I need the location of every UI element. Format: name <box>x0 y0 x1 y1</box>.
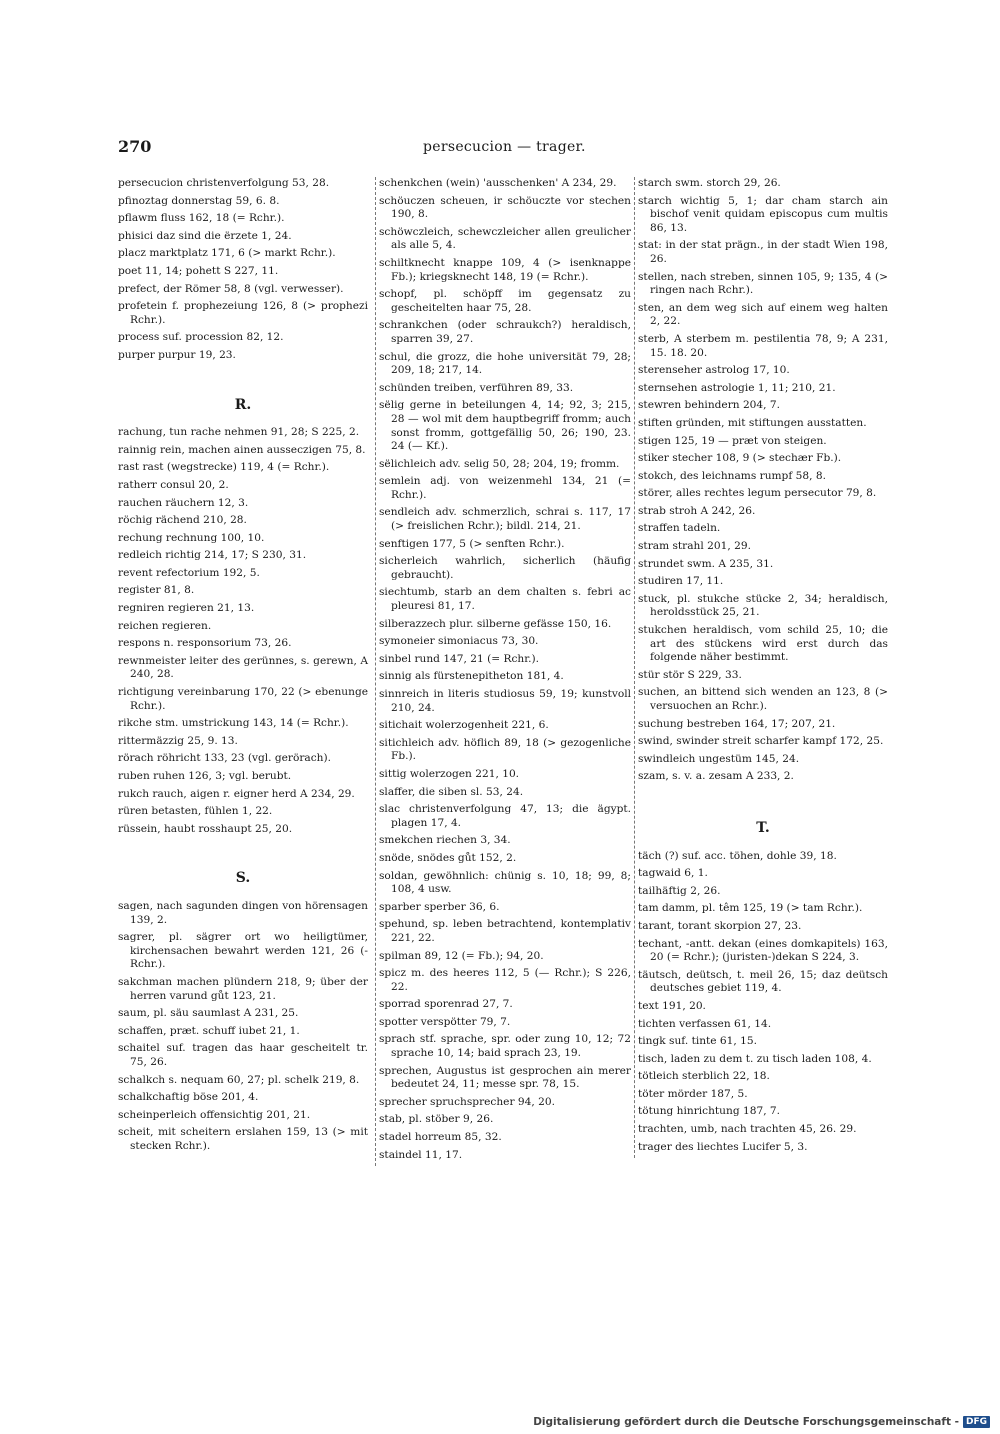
page-number: 270 <box>118 137 152 156</box>
dictionary-entry: stewren behindern 204, 7. <box>638 399 781 412</box>
dictionary-entry: sëlig gerne in beteilungen 4, 14; 92, 3; 215, 28 — wol mit dem hauptbegriff fromm; auch sonst fromm, gottgefällig 50, 26; 190, 23. 24 (— Kf.). <box>379 399 631 453</box>
dictionary-entry: tichten verfassen 61, 14. <box>638 1017 772 1030</box>
dictionary-entry: töter mörder 187, 5. <box>638 1087 748 1100</box>
dictionary-entry: stuck, pl. stukche stücke 2, 34; heraldisch, heroldsstück 25, 21. <box>638 592 888 619</box>
dictionary-entry: tailhäftig 2, 26. <box>638 884 721 897</box>
dictionary-entry: tötleich sterblich 22, 18. <box>638 1070 770 1083</box>
dictionary-entry: profetein f. prophezeiung 126, 8 (> prophezi Rchr.). <box>118 300 368 326</box>
dictionary-entry: pflawm fluss 162, 18 (= Rchr.). <box>118 212 285 225</box>
dictionary-entry: spehund, sp. leben betrachtend, kontemplativ 221, 22. <box>379 918 631 944</box>
dictionary-entry: soldan, gewöhnlich: chünig s. 10, 18; 99, 8; 108, 4 usw. <box>379 869 631 896</box>
dictionary-entry: stadel horreum 85, 32. <box>379 1131 502 1144</box>
dictionary-entry: strundet swm. A 235, 31. <box>638 557 774 570</box>
dictionary-entry: stigen 125, 19 — præt von steigen. <box>638 434 827 447</box>
dictionary-entry: starch swm. storch 29, 26. <box>638 177 781 189</box>
dictionary-entry: schöwczleich, schewczleicher allen greulicher als alle 5, 4. <box>379 225 631 252</box>
dictionary-entry: register 81, 8. <box>118 584 195 597</box>
dictionary-entry: sendleich adv. schmerzlich, schrai s. 117, 17 (> freislichen Rchr.); bildl. 214, 21. <box>379 506 631 533</box>
dictionary-entry: stokch, des leichnams rumpf 58, 8. <box>638 469 826 482</box>
dictionary-entry: sitichait wolerzogenheit 221, 6. <box>379 719 549 732</box>
dictionary-entry: tötung hinrichtung 187, 7. <box>638 1105 781 1118</box>
dictionary-entry: symoneier simoniacus 73, 30. <box>379 635 539 648</box>
dictionary-entry: sternsehen astrologie 1, 11; 210, 21. <box>638 381 836 394</box>
column-3 <box>634 177 888 1158</box>
dictionary-entry: schiltknecht knappe 109, 4 (> isenknappe Fb.); kriegsknecht 148, 19 (= Rchr.). <box>379 256 631 283</box>
dictionary-entry: szam, s. v. a. zesam A 233, 2. <box>638 770 794 783</box>
dictionary-entry: phisici daz sind die ërzete 1, 24. <box>118 229 292 242</box>
dictionary-entry: stab, pl. stöber 9, 26. <box>379 1113 494 1126</box>
dictionary-entry: rauchen räuchern 12, 3. <box>118 496 249 509</box>
dictionary-entry: tagwaid 6, 1. <box>638 867 708 880</box>
dictionary-entry: sagrer, pl. sägrer ort wo heiligtümer, kirchensachen bewahrt werden 121, 26 (-Rchr.). <box>118 931 368 971</box>
dictionary-entry: sterb, A sterbem m. pestilentia 78, 9; A 231, 15. 18. 20. <box>638 332 888 359</box>
dictionary-entry: schopf, pl. schöpff im gegensatz zu gescheitelten haar 75, 28. <box>379 288 631 314</box>
dictionary-entry: störer, alles rechtes legum persecutor 79, 8. <box>638 487 877 500</box>
dictionary-entry: persecucion christenverfolgung 53, 28. <box>118 177 330 189</box>
dictionary-entry: techant, -antt. dekan (eines domkapitels) 163, 20 (= Rchr.); (juristen-)dekan S 224, 3. <box>638 937 888 964</box>
dictionary-entry: reichen regieren. <box>118 619 212 632</box>
dictionary-entry: slac christenverfolgung 47, 13; die ägypt. plagen 17, 4. <box>379 803 631 829</box>
dictionary-entry: tingk suf. tinte 61, 15. <box>638 1035 757 1048</box>
dictionary-entry: schöuczen scheuen, ir schöuczte vor stechen 190, 8. <box>379 194 631 221</box>
dictionary-entry: studiren 17, 11. <box>638 575 724 588</box>
dictionary-entry: rüren betasten, fühlen 1, 22. <box>118 805 273 818</box>
dictionary-entry: sparber sperber 36, 6. <box>379 900 500 913</box>
dictionary-entry: sakchman machen plündern 218, 9; über der herren varund gůt 123, 21. <box>118 975 368 1002</box>
dictionary-entry: ratherr consul 20, 2. <box>118 478 229 491</box>
dictionary-entry: rachung, tun rache nehmen 91, 28; S 225, 2. <box>118 426 360 439</box>
dictionary-entry: sinnig als fürstenepitheton 181, 4. <box>379 670 564 683</box>
footer-text: Digitalisierung gefördert durch die Deutsche Forschungsgemeinschaft - <box>533 1416 959 1428</box>
dictionary-entry: stür stör S 229, 33. <box>638 668 742 681</box>
dictionary-entry: schrankchen (oder schraukch?) heraldisch, sparren 39, 27. <box>379 319 631 345</box>
dictionary-entry: scheinperleich offensichtig 201, 21. <box>118 1108 311 1121</box>
section-heading: R. <box>234 396 252 413</box>
page-header <box>118 137 878 161</box>
dictionary-entry: snöde, snödes gůt 152, 2. <box>379 851 517 864</box>
dictionary-entry: regniren regieren 21, 13. <box>118 602 255 615</box>
dictionary-entry: starch wichtig 5, 1; dar cham starch ain bischof venit quidam episcopus cum multis 86, 13. <box>638 194 888 234</box>
dictionary-entry: schalkch s. nequam 60, 27; pl. schelk 219, 8. <box>118 1073 360 1086</box>
dictionary-entry: stram strahl 201, 29. <box>638 540 751 553</box>
dictionary-entry: sten, an dem weg sich auf einem weg halten 2, 22. <box>638 301 888 328</box>
dictionary-entry: rast rast (wegstrecke) 119, 4 (= Rchr.). <box>118 461 330 474</box>
dictionary-entry: sagen, nach sagunden dingen von hörensagen 139, 2. <box>118 899 368 926</box>
dictionary-entry: stiker stecher 108, 9 (> stechær Fb.). <box>638 452 842 465</box>
dictionary-entry: spicz m. des heeres 112, 5 (— Rchr.); S 226, 22. <box>379 967 631 993</box>
dictionary-entry: scheit, mit scheitern erslahen 159, 13 (> mit stecken Rchr.). <box>118 1126 368 1152</box>
dictionary-entry: sicherleich wahrlich, sicherlich (häufig gebraucht). <box>379 555 631 581</box>
dictionary-entry: ruben ruhen 126, 3; vgl. berubt. <box>118 770 292 782</box>
dictionary-entry: trager des liechtes Lucifer 5, 3. <box>638 1140 808 1153</box>
dictionary-entry: sprach stf. sprache, spr. oder zung 10, 12; 72 sprache 10, 14; baid sprach 23, 19. <box>379 1033 631 1060</box>
dictionary-entry: stiften gründen, mit stiftungen ausstatten. <box>638 416 867 429</box>
dictionary-entry: rukch rauch, aigen r. eigner herd A 234, 29. <box>118 787 355 800</box>
dictionary-entry: rewnmeister leiter des gerünnes, s. gerewn, A 240, 28. <box>118 654 368 681</box>
dictionary-entry: revent refectorium 192, 5. <box>118 566 260 579</box>
dictionary-entry: tarant, torant skorpion 27, 23. <box>638 919 802 932</box>
dictionary-entry: täutsch, deütsch, t. meil 26, 15; daz deütsch deutsches gebiet 119, 4. <box>638 968 888 995</box>
column-2 <box>375 177 631 1166</box>
dictionary-entry: richtigung vereinbarung 170, 22 (> ebenunge Rchr.). <box>118 686 368 712</box>
dictionary-entry: semlein adj. von weizenmehl 134, 21 (= Rchr.). <box>379 475 631 501</box>
dictionary-entry: tam damm, pl. têm 125, 19 (> tam Rchr.). <box>638 902 863 915</box>
dictionary-entry: schalkchaftig böse 201, 4. <box>118 1091 259 1104</box>
dictionary-entry: rikche stm. umstrickung 143, 14 (= Rchr.). <box>118 717 349 730</box>
dictionary-entry: täch (?) suf. acc. töhen, dohle 39, 18. <box>638 849 837 862</box>
column-1 <box>118 177 368 1157</box>
dictionary-entry: respons n. responsorium 73, 26. <box>118 637 292 650</box>
dictionary-entry: sinnreich in literis studiosus 59, 19; kunstvoll 210, 24. <box>379 688 631 714</box>
dfg-logo: DFG <box>963 1416 990 1428</box>
dictionary-entry: sinbel rund 147, 21 (= Rchr.). <box>379 652 539 665</box>
dictionary-entry: röchig rächend 210, 28. <box>118 514 247 527</box>
dictionary-entry: stat: in der stat prägn., in der stadt Wien 198, 26. <box>638 239 888 265</box>
dictionary-entry: schaffen, præt. schuff iubet 21, 1. <box>118 1024 300 1037</box>
dictionary-entry: rüssein, haubt rosshaupt 25, 20. <box>118 822 293 835</box>
dictionary-entry: straffen tadeln. <box>638 522 721 535</box>
running-head: persecucion — trager. <box>423 139 586 155</box>
dictionary-entry: trachten, umb, nach trachten 45, 26. 29. <box>638 1123 857 1136</box>
dictionary-entry: purper purpur 19, 23. <box>118 348 236 361</box>
dictionary-entry: spilman 89, 12 (= Fb.); 94, 20. <box>379 949 544 962</box>
dictionary-entry: tisch, laden zu dem t. zu tisch laden 108, 4. <box>638 1052 872 1065</box>
dictionary-entry: sittig wolerzogen 221, 10. <box>379 767 520 780</box>
dictionary-entry: prefect, der Römer 58, 8 (vgl. verwesser). <box>118 282 344 295</box>
dictionary-entry: sterenseher astrolog 17, 10. <box>638 364 790 377</box>
dictionary-entry: spotter verspötter 79, 7. <box>379 1015 511 1028</box>
dictionary-entry: sporrad sporenrad 27, 7. <box>379 998 513 1011</box>
dictionary-entry: poet 11, 14; pohett S 227, 11. <box>118 264 279 277</box>
dictionary-entry: staindel 11, 17. <box>379 1148 463 1161</box>
dictionary-entry: rechung rechnung 100, 10. <box>118 531 265 544</box>
dictionary-entry: redleich richtig 214, 17; S 230, 31. <box>118 549 307 562</box>
dictionary-entry: schünden treiben, verführen 89, 33. <box>379 381 574 394</box>
dictionary-entry: rörach röhricht 133, 23 (vgl. gerörach). <box>118 752 331 765</box>
dictionary-entry: suchen, an bittend sich wenden an 123, 8 (> versuochen an Rchr.). <box>638 686 888 712</box>
dictionary-entry: schenkchen (wein) 'ausschenken' A 234, 29. <box>379 177 617 189</box>
dictionary-entry: schul, die grozz, die hohe universität 79, 28; 209, 18; 217, 14. <box>379 350 631 377</box>
dictionary-entry: swindleich ungestüm 145, 24. <box>638 752 800 765</box>
dictionary-entry: rittermäzzig 25, 9. 13. <box>118 734 238 747</box>
dictionary-entry: schaitel suf. tragen das haar gescheitelt tr. 75, 26. <box>118 1042 368 1068</box>
dictionary-entry: saum, pl. säu saumlast A 231, 25. <box>118 1007 299 1020</box>
dictionary-entry: rainnig rein, machen ainen ausseczigen 75, 8. <box>118 443 366 456</box>
dictionary-entry: silberazzech plur. silberne gefässe 150, 16. <box>379 617 612 630</box>
dictionary-entry: suchung bestreben 164, 17; 207, 21. <box>638 717 836 730</box>
dictionary-entry: pfinoztag donnerstag 59, 6. 8. <box>118 194 280 207</box>
dictionary-entry: sëlichleich adv. selig 50, 28; 204, 19; fromm. <box>379 457 620 470</box>
dictionary-entry: stellen, nach streben, sinnen 105, 9; 135, 4 (> ringen nach Rchr.). <box>638 270 888 297</box>
dictionary-entry: sprechen, Augustus ist gesprochen ain merer bedeutet 24, 11; messe spr. 78, 15. <box>379 1064 631 1091</box>
dictionary-entry: sitichleich adv. höflich 89, 18 (> gezogenliche Fb.). <box>379 736 631 763</box>
dictionary-entry: slaffer, die siben sl. 53, 24. <box>379 785 524 798</box>
dictionary-entry: siechtumb, starb an dem chalten s. febri ac pleuresi 81, 17. <box>379 586 631 613</box>
dictionary-entry: placz marktplatz 171, 6 (> markt Rchr.). <box>118 247 336 260</box>
dictionary-entry: process suf. procession 82, 12. <box>118 331 284 344</box>
dictionary-entry: swind, swinder streit scharfer kampf 172, 25. <box>638 735 884 748</box>
dictionary-entry: text 191, 20. <box>638 999 706 1012</box>
dictionary-entry: senftigen 177, 5 (> senften Rchr.). <box>379 537 565 550</box>
dictionary-entry: stukchen heraldisch, vom schild 25, 10; die art des stückens wird erst durch das folgende näher bestimmt. <box>638 624 888 664</box>
dictionary-entry: sprecher spruchsprecher 94, 20. <box>379 1095 555 1108</box>
dictionary-entry: smekchen riechen 3, 34. <box>379 834 511 847</box>
dictionary-entry: strab stroh A 242, 26. <box>638 504 756 517</box>
section-heading: T. <box>756 819 770 836</box>
footer-credit <box>533 1416 990 1428</box>
section-heading: S. <box>235 870 251 887</box>
